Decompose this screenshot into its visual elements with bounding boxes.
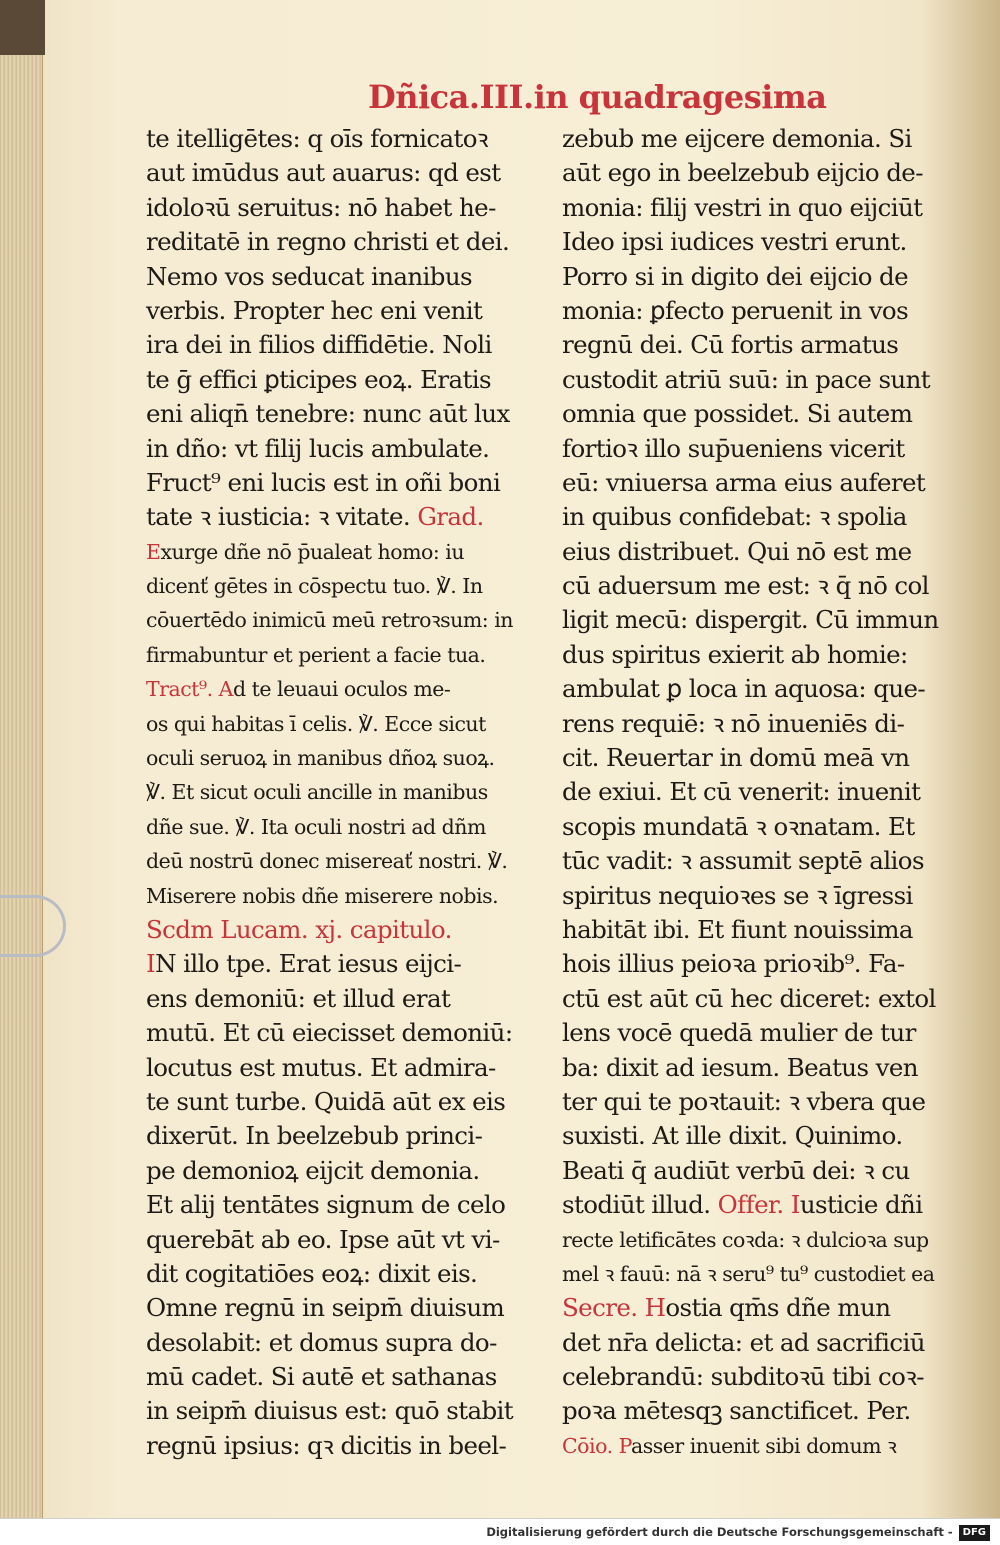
text-line bbox=[146, 500, 541, 534]
line-text: dit cogitatiōes eoꝝ: dixit eis. bbox=[146, 1258, 478, 1288]
text-line bbox=[146, 535, 541, 569]
text-line bbox=[146, 707, 541, 741]
text-line bbox=[146, 672, 541, 706]
line-text: eū: vniuersa arma eius auferet bbox=[562, 467, 926, 497]
line-text: custodit atriū suū: in pace sunt bbox=[562, 364, 931, 394]
text-line bbox=[562, 569, 954, 603]
line-text: Miserere nobis dñe miserere nobis. bbox=[146, 883, 499, 908]
line-text: cū aduersum me est: ꝛ q̄ nō col bbox=[562, 571, 929, 601]
text-line bbox=[562, 879, 954, 913]
text-line bbox=[146, 1051, 541, 1085]
text-line bbox=[562, 535, 954, 569]
text-line bbox=[562, 810, 954, 844]
line-text: oculi seruoꝝ in manibus dñoꝝ suoꝝ. bbox=[146, 746, 495, 771]
line-text: ℣. Et sicut oculi ancille in manibus bbox=[146, 780, 488, 805]
text-line bbox=[146, 1119, 541, 1153]
line-text: rens requiē: ꝛ nō inueniēs di- bbox=[562, 708, 905, 738]
text-line bbox=[146, 638, 541, 672]
line-text: in dño: vt filij lucis ambulate. bbox=[146, 433, 490, 463]
rubric-heading: Scdm Lucam. xj. capitulo. bbox=[146, 914, 452, 944]
line-text: pe demonioꝝ eijcit demonia. bbox=[146, 1155, 480, 1185]
line-text: tate ꝛ iusticia: ꝛ vitate. bbox=[146, 502, 411, 532]
text-line bbox=[562, 638, 954, 672]
text-line bbox=[146, 1360, 541, 1394]
text-line bbox=[146, 328, 541, 362]
line-text: os qui habitas ī celis. ℣. Ecce sicut bbox=[146, 711, 486, 736]
line-text: ba: dixit ad iesum. Beatus ven bbox=[562, 1052, 918, 1082]
line-text: regnū dei. Cū fortis armatus bbox=[562, 330, 899, 360]
left-column bbox=[146, 122, 541, 1463]
dfg-logo-icon: DFG bbox=[959, 1525, 990, 1541]
rubric-initial: Secre. H bbox=[562, 1293, 666, 1323]
text-line bbox=[146, 947, 541, 981]
page-header: Dñica.III.in quadragesima bbox=[368, 78, 827, 116]
line-text: Et alij tentātes signum de celo bbox=[146, 1190, 506, 1220]
text-line bbox=[146, 466, 541, 500]
text-line bbox=[562, 1429, 954, 1463]
text-line bbox=[146, 1154, 541, 1188]
line-text: te sunt turbe. Quidā aūt ex eis bbox=[146, 1086, 506, 1116]
line-text: ira dei in filios diffidētie. Noli bbox=[146, 330, 492, 360]
text-line bbox=[562, 225, 954, 259]
line-text: scopis mundatā ꝛ oꝛnatam. Et bbox=[562, 811, 915, 841]
text-line bbox=[562, 672, 954, 706]
book-binding bbox=[0, 0, 45, 55]
line-text: querebāt ab eo. Ipse aūt vt vi- bbox=[146, 1224, 500, 1254]
text-line bbox=[146, 1188, 541, 1222]
page-edges bbox=[0, 0, 43, 1518]
text-line bbox=[562, 122, 954, 156]
line-text: ostia qm̄s dñe mun bbox=[665, 1293, 891, 1323]
line-text: deū nostrū donec misereať nostri. ℣. bbox=[146, 849, 508, 874]
line-text: verbis. Propter hec eni venit bbox=[146, 295, 483, 325]
line-text: mū cadet. Si autē et sathanas bbox=[146, 1362, 497, 1392]
line-text: Beati q̄ audiūt verbū dei: ꝛ cu bbox=[562, 1155, 910, 1185]
line-text: Omne regnū in seipm̄ diuisum bbox=[146, 1293, 505, 1323]
text-line bbox=[562, 913, 954, 947]
text-line bbox=[146, 775, 541, 809]
line-text: idoloꝛū seruitus: nō habet he- bbox=[146, 192, 496, 222]
line-text: Ideo ipsi iudices vestri erunt. bbox=[562, 227, 907, 257]
text-line bbox=[562, 603, 954, 637]
text-line bbox=[562, 1188, 954, 1222]
text-line bbox=[562, 363, 954, 397]
line-text: N illo tpe. Erat iesus eijci- bbox=[155, 949, 462, 979]
rubric-initial: I bbox=[146, 949, 156, 979]
line-text: ens demoniū: et illud erat bbox=[146, 983, 451, 1013]
text-line bbox=[562, 775, 954, 809]
text-line bbox=[146, 225, 541, 259]
text-line bbox=[562, 432, 954, 466]
line-text: suxisti. At ille dixit. Quinimo. bbox=[562, 1121, 903, 1151]
line-text: locutus est mutus. Et admira- bbox=[146, 1052, 496, 1082]
text-line bbox=[146, 1223, 541, 1257]
line-text: ligit mecū: dispergit. Cū immun bbox=[562, 605, 939, 635]
line-text: in seipm̄ diuisus est: quō stabit bbox=[146, 1396, 514, 1426]
text-line bbox=[146, 363, 541, 397]
text-line bbox=[146, 294, 541, 328]
line-text: habitāt ibi. Et fiunt nouissima bbox=[562, 914, 913, 944]
rubric-initial: E bbox=[146, 539, 161, 564]
line-text: poꝛa mētesqꝫ sanctificet. Per. bbox=[562, 1396, 911, 1426]
text-line bbox=[562, 500, 954, 534]
line-text: eni aliqn̄ tenebre: nunc aūt lux bbox=[146, 399, 510, 429]
text-line bbox=[146, 432, 541, 466]
line-text: lens vocē quedā mulier de tur bbox=[562, 1018, 916, 1048]
text-line bbox=[146, 982, 541, 1016]
text-line bbox=[562, 1291, 954, 1325]
line-text: monia: ꝑfecto peruenit in vos bbox=[562, 295, 909, 325]
text-line bbox=[562, 982, 954, 1016]
line-text: cit. Reuertar in domū meā vn bbox=[562, 743, 910, 773]
text-line bbox=[562, 1394, 954, 1428]
footer-bar bbox=[0, 1518, 1000, 1545]
line-text: dñe sue. ℣. Ita oculi nostri ad dñm bbox=[146, 814, 486, 839]
text-line bbox=[562, 741, 954, 775]
text-line bbox=[146, 810, 541, 844]
footer-credit: Digitalisierung gefördert durch die Deutsche Forschungsgemeinschaft - bbox=[486, 1525, 953, 1539]
text-line bbox=[146, 122, 541, 156]
text-line bbox=[562, 707, 954, 741]
text-line bbox=[562, 1016, 954, 1050]
text-line bbox=[562, 156, 954, 190]
line-text: ambulat ꝑ loca in aquosa: que- bbox=[562, 674, 926, 704]
text-line bbox=[146, 569, 541, 603]
text-line bbox=[562, 1154, 954, 1188]
text-line bbox=[146, 879, 541, 913]
text-line bbox=[562, 260, 954, 294]
text-line bbox=[562, 1119, 954, 1153]
line-text: Nemo vos seducat inanibus bbox=[146, 261, 473, 291]
line-text: zebub me eijcere demonia. Si bbox=[562, 124, 912, 153]
line-text: Fruct⁹ eni lucis est in oñi boni bbox=[146, 467, 501, 497]
text-line bbox=[562, 466, 954, 500]
text-line bbox=[146, 1085, 541, 1119]
text-line bbox=[146, 1429, 541, 1463]
line-text: tūc vadit: ꝛ assumit septē alios bbox=[562, 846, 924, 876]
line-text: dicenť gētes in cōspectu tuo. ℣. In bbox=[146, 574, 483, 599]
text-line bbox=[146, 603, 541, 637]
text-line bbox=[562, 294, 954, 328]
rubric-label: Grad. bbox=[417, 502, 484, 532]
text-line bbox=[562, 1326, 954, 1360]
text-line bbox=[146, 1394, 541, 1428]
line-text: ctū est aūt cū hec diceret: extol bbox=[562, 983, 936, 1013]
line-text: spiritus nequioꝛes se ꝛ īgressi bbox=[562, 880, 913, 910]
line-text: omnia que possidet. Si autem bbox=[562, 399, 913, 429]
line-text: asser inuenit sibi domum ꝛ bbox=[630, 1433, 897, 1458]
text-line bbox=[146, 260, 541, 294]
line-text: te ḡ effici ꝑticipes eoꝝ. Eratis bbox=[146, 364, 491, 394]
line-text: Porro si in digito dei eijcio de bbox=[562, 261, 909, 291]
text-line bbox=[146, 1257, 541, 1291]
line-text: cōuertēdo inimicū meū retroꝛsum: in bbox=[146, 608, 513, 633]
line-text: aūt ego in beelzebub eijcio de- bbox=[562, 158, 923, 188]
line-text: te itelligētes: q oīs fornicatoꝛ bbox=[146, 124, 488, 153]
text-line bbox=[146, 1326, 541, 1360]
text-line bbox=[562, 947, 954, 981]
line-text: de exiui. Et cū venerit: inuenit bbox=[562, 777, 921, 807]
line-text: desolabit: et domus supra do- bbox=[146, 1327, 497, 1357]
rubric-initial: Cōio. P bbox=[562, 1433, 631, 1458]
text-line bbox=[562, 1360, 954, 1394]
line-text: fortioꝛ illo sup̄ueniens vicerit bbox=[562, 433, 905, 463]
text-line bbox=[562, 191, 954, 225]
rubric-initial: Tract⁹. A bbox=[146, 677, 233, 702]
text-line bbox=[146, 156, 541, 190]
line-text: xurge dñe nō p̄ualeat homo: iu bbox=[160, 539, 465, 564]
line-text: in quibus confidebat: ꝛ spolia bbox=[562, 502, 907, 532]
line-text: monia: filij vestri in quo eijciūt bbox=[562, 192, 923, 222]
line-text: dus spiritus exierit ab homie: bbox=[562, 639, 908, 669]
line-text: mel ꝛ fauū: nā ꝛ seru⁹ tu⁹ custodiet ea bbox=[562, 1261, 935, 1286]
line-text: d te leuaui oculos me- bbox=[232, 677, 451, 702]
line-text: regnū ipsius: qꝛ dicitis in beel- bbox=[146, 1430, 507, 1460]
text-line bbox=[146, 913, 541, 947]
line-text: mutū. Et cū eiecisset demoniū: bbox=[146, 1018, 513, 1048]
text-line bbox=[562, 1085, 954, 1119]
text-line bbox=[146, 844, 541, 878]
line-text: firmabuntur et perient a facie tua. bbox=[146, 642, 486, 667]
text-line bbox=[562, 328, 954, 362]
rubric-label: Offer. I bbox=[717, 1190, 800, 1220]
line-text: ter qui te poꝛtauit: ꝛ vbera que bbox=[562, 1086, 926, 1116]
line-text: reditatē in regno christi et dei. bbox=[146, 227, 510, 257]
paperclip-icon bbox=[0, 895, 66, 957]
text-line bbox=[146, 1291, 541, 1325]
line-text: det nr̄a delicta: et ad sacrificiū bbox=[562, 1327, 925, 1357]
line-text: aut imūdus aut auarus: qd est bbox=[146, 158, 501, 188]
line-text: celebrandū: subditoꝛū tibi coꝛ- bbox=[562, 1362, 924, 1392]
line-text: eius distribuet. Qui nō est me bbox=[562, 536, 912, 566]
text-line bbox=[562, 397, 954, 431]
text-line bbox=[146, 191, 541, 225]
text-line bbox=[146, 1016, 541, 1050]
text-line bbox=[562, 1223, 954, 1257]
right-column bbox=[562, 122, 954, 1463]
text-line bbox=[562, 1051, 954, 1085]
line-text: stodiūt illud. bbox=[562, 1190, 711, 1220]
line-text: recte letificātes coꝛda: ꝛ dulcioꝛa sup bbox=[562, 1227, 929, 1252]
line-tail: usticie dñi bbox=[799, 1190, 923, 1220]
text-line bbox=[146, 397, 541, 431]
text-line bbox=[562, 844, 954, 878]
text-line bbox=[146, 741, 541, 775]
text-line bbox=[562, 1257, 954, 1291]
line-text: hois illius peioꝛa prioꝛib⁹. Fa- bbox=[562, 949, 905, 979]
line-text: dixerūt. In beelzebub princi- bbox=[146, 1121, 483, 1151]
